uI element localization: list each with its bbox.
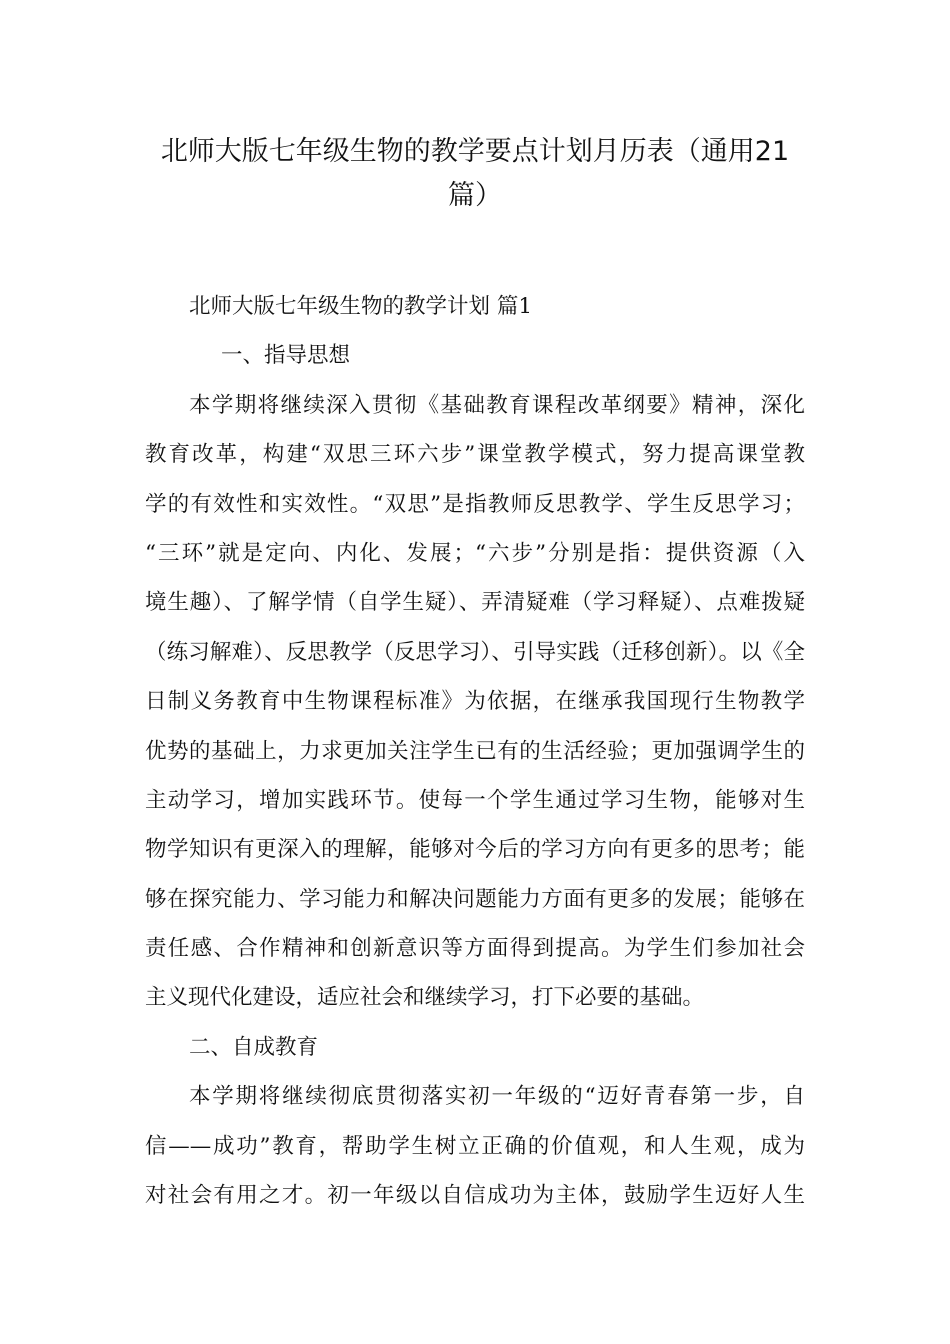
text-line: 够在探究能力、学习能力和解决问题能力方面有更多的发展；能够在	[145, 886, 805, 912]
text-line: “三环”就是定向、内化、发展；“六步”分别是指：提供资源（入	[145, 540, 805, 566]
text-line: 优势的基础上，力求更加关注学生已有的生活经验；更加强调学生的	[145, 738, 805, 764]
text-line: 本学期将继续深入贯彻《基础教育课程改革纲要》精神，深化	[189, 392, 805, 418]
text-line: 责任感、合作精神和创新意识等方面得到提高。为学生们参加社会	[145, 936, 805, 962]
document-title	[150, 130, 800, 218]
text-line: 对社会有用之才。初一年级以自信成功为主体，鼓励学生迈好人生	[145, 1183, 805, 1209]
text-line: 主义现代化建设，适应社会和继续学习，打下必要的基础。	[145, 985, 705, 1011]
text-line: 教育改革，构建“双思三环六步”课堂教学模式，努力提高课堂教	[145, 442, 805, 468]
text-line: （练习解难）、反思教学（反思学习）、引导实践（迁移创新）。以《全	[145, 639, 805, 665]
text-line: 二、自成教育	[189, 1034, 319, 1060]
title-line-1: 北师大版七年级生物的教学要点计划月历表（通用21	[160, 136, 790, 167]
text-line: 主动学习，增加实践环节。使每一个学生通过学习生物，能够对生	[145, 787, 805, 813]
document-body	[145, 282, 805, 1220]
text-line: 物学知识有更深入的理解，能够对今后的学习方向有更多的思考；能	[145, 837, 805, 863]
text-line: 北师大版七年级生物的教学计划 篇1	[189, 294, 533, 319]
text-line: 日制义务教育中生物课程标准》为依据，在继承我国现行生物教学	[145, 689, 805, 715]
text-line: 学的有效性和实效性。“双思”是指教师反思教学、学生反思学习；	[145, 491, 805, 517]
text-line: 一、指导思想	[221, 343, 351, 369]
text-line: 境生趣）、了解学情（自学生疑）、弄清疑难（学习释疑）、点难拨疑	[145, 590, 805, 616]
text-line: 本学期将继续彻底贯彻落实初一年级的“迈好青春第一步，自	[189, 1084, 805, 1110]
text-line: 信——成功”教育，帮助学生树立正确的价值观，和人生观，成为	[145, 1133, 805, 1159]
title-line-2: 篇）	[448, 180, 502, 211]
